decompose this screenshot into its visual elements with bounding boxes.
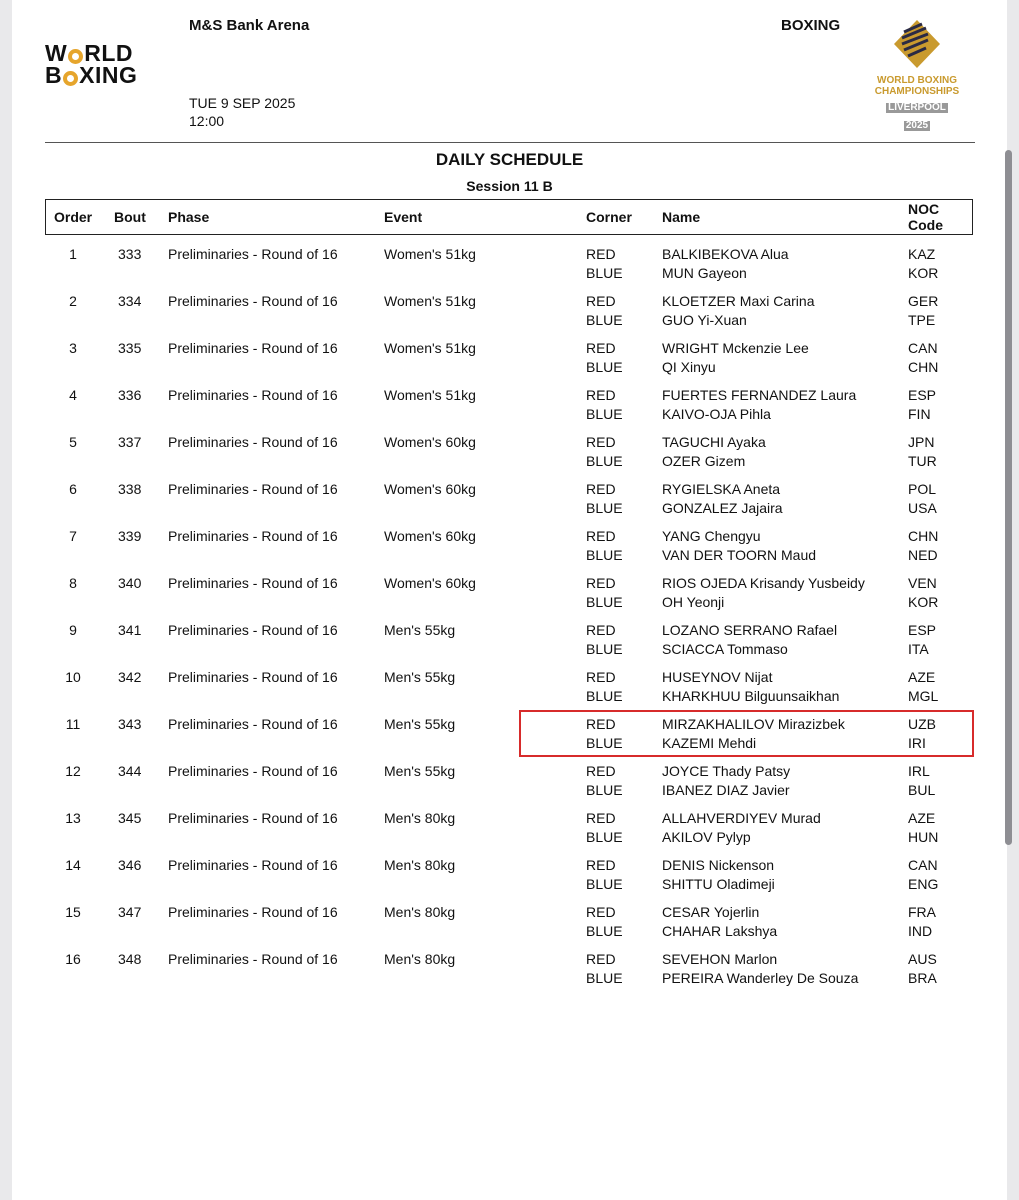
cell-blue-corner: BLUE [586,453,623,469]
cell-bout: 334 [118,293,142,309]
cell-event: Women's 60kg [384,575,476,591]
cell-phase: Preliminaries - Round of 16 [168,387,338,403]
cell-order: 16 [65,951,81,967]
cell-phase: Preliminaries - Round of 16 [168,293,338,309]
table-row [12,481,1007,528]
table-row [12,669,1007,716]
session-time: 12:00 [189,113,225,129]
cell-phase: Preliminaries - Round of 16 [168,810,338,826]
cell-order: 7 [69,528,77,544]
cell-phase: Preliminaries - Round of 16 [168,904,338,920]
cell-blue-corner: BLUE [586,970,623,986]
cell-blue-name: CHAHAR Lakshya [662,923,778,939]
cell-blue-name: OH Yeonji [662,594,725,610]
championships-year: 2025 [905,120,929,131]
cell-blue-corner: BLUE [586,359,623,375]
cell-blue-corner: BLUE [586,829,623,845]
cell-red-name: YANG Chengyu [662,528,761,544]
cell-red-noc: JPN [908,434,935,450]
table-row [12,528,1007,575]
cell-phase: Preliminaries - Round of 16 [168,246,338,262]
sport-label: BOXING [781,17,841,34]
cell-red-name: MIRZAKHALILOV Mirazizbek [662,716,845,732]
cell-event: Women's 51kg [384,293,476,309]
cell-red-noc: AUS [908,951,937,967]
cell-red-name: KLOETZER Maxi Carina [662,293,815,309]
table-row [12,763,1007,810]
cell-blue-corner: BLUE [586,876,623,892]
cell-blue-corner: BLUE [586,265,623,281]
cell-blue-name: IBANEZ DIAZ Javier [662,782,790,798]
cell-blue-name: VAN DER TOORN Maud [662,547,817,563]
cell-blue-corner: BLUE [586,594,623,610]
cell-blue-corner: BLUE [586,782,623,798]
cell-red-name: ALLAHVERDIYEV Murad [662,810,821,826]
cell-blue-noc: BUL [908,782,936,798]
cell-blue-corner: BLUE [586,688,623,704]
table-row [12,434,1007,481]
cell-bout: 344 [118,763,142,779]
cell-order: 3 [69,340,77,356]
cell-red-name: TAGUCHI Ayaka [662,434,766,450]
cell-blue-name: QI Xinyu [662,359,716,375]
cell-blue-noc: IND [908,923,933,939]
cell-blue-name: KAIVO-OJA Pihla [662,406,771,422]
cell-bout: 339 [118,528,142,544]
cell-red-corner: RED [586,951,616,967]
cell-red-noc: AZE [908,669,936,685]
cell-event: Men's 55kg [384,622,456,638]
cell-red-name: CESAR Yojerlin [662,904,760,920]
cell-red-name: BALKIBEKOVA Alua [662,246,789,262]
cell-phase: Preliminaries - Round of 16 [168,434,338,450]
cell-event: Women's 51kg [384,387,476,403]
cell-blue-name: KHARKHUU Bilguunsaikhan [662,688,840,704]
cell-event: Women's 60kg [384,481,476,497]
cell-red-corner: RED [586,575,616,591]
cell-blue-corner: BLUE [586,312,623,328]
cell-blue-name: AKILOV Pylyp [662,829,751,845]
table-row [12,293,1007,340]
cell-red-noc: VEN [908,575,937,591]
cell-order: 14 [65,857,81,873]
cell-event: Men's 80kg [384,857,456,873]
column-header-phase: Phase [168,209,210,225]
cell-blue-noc: ITA [908,641,929,657]
column-header-order: Order [54,209,93,225]
cell-bout: 333 [118,246,142,262]
cell-red-corner: RED [586,763,616,779]
cell-blue-name: GUO Yi-Xuan [662,312,747,328]
page-title: DAILY SCHEDULE [435,150,584,169]
cell-blue-noc: FIN [908,406,931,422]
cell-bout: 345 [118,810,142,826]
cell-bout: 340 [118,575,142,591]
cell-red-corner: RED [586,528,616,544]
cell-blue-noc: ENG [908,876,939,892]
cell-red-name: FUERTES FERNANDEZ Laura [662,387,857,403]
cell-red-noc: POL [908,481,937,497]
cell-red-name: RIOS OJEDA Krisandy Yusbeidy [662,575,865,591]
cell-red-corner: RED [586,904,616,920]
cell-bout: 335 [118,340,142,356]
cell-red-corner: RED [586,669,616,685]
cell-blue-noc: USA [908,500,937,516]
venue-name: M&S Bank Arena [189,17,310,34]
cell-blue-noc: CHN [908,359,939,375]
cell-red-name: DENIS Nickenson [662,857,775,873]
cell-phase: Preliminaries - Round of 16 [168,951,338,967]
document-page [12,0,1007,1200]
cell-red-name: HUSEYNOV Nijat [662,669,773,685]
cell-bout: 337 [118,434,142,450]
cell-event: Men's 80kg [384,904,456,920]
table-row [12,904,1007,951]
table-row [12,340,1007,387]
cell-red-corner: RED [586,857,616,873]
cell-red-name: JOYCE Thady Patsy [662,763,791,779]
cell-order: 8 [69,575,77,591]
scrollbar-thumb[interactable] [1005,150,1012,845]
cell-red-name: LOZANO SERRANO Rafael [662,622,838,638]
cell-bout: 343 [118,716,142,732]
cell-phase: Preliminaries - Round of 16 [168,857,338,873]
cell-red-noc: CAN [908,340,938,356]
championships-city: LIVERPOOL [888,102,946,113]
cell-blue-noc: TPE [908,312,936,328]
cell-red-noc: AZE [908,810,936,826]
cell-event: Men's 55kg [384,669,456,685]
cell-red-name: WRIGHT Mckenzie Lee [662,340,809,356]
column-header-corner: Corner [586,209,632,225]
cell-blue-noc: KOR [908,594,939,610]
cell-phase: Preliminaries - Round of 16 [168,622,338,638]
cell-bout: 342 [118,669,142,685]
session-date: TUE 9 SEP 2025 [189,95,296,111]
cell-red-name: RYGIELSKA Aneta [662,481,781,497]
cell-order: 9 [69,622,77,638]
cell-red-corner: RED [586,434,616,450]
cell-blue-name: PEREIRA Wanderley De Souza [662,970,859,986]
cell-event: Women's 51kg [384,340,476,356]
cell-blue-corner: BLUE [586,641,623,657]
cell-event: Men's 80kg [384,951,456,967]
cell-phase: Preliminaries - Round of 16 [168,669,338,685]
cell-red-noc: CAN [908,857,938,873]
cell-bout: 336 [118,387,142,403]
cell-blue-noc: KOR [908,265,939,281]
cell-bout: 338 [118,481,142,497]
cell-event: Men's 80kg [384,810,456,826]
cell-blue-noc: MGL [908,688,939,704]
cell-order: 2 [69,293,77,309]
cell-event: Men's 55kg [384,716,456,732]
cell-red-noc: CHN [908,528,939,544]
table-row [12,810,1007,857]
cell-blue-name: OZER Gizem [662,453,746,469]
cell-blue-corner: BLUE [586,735,623,751]
cell-blue-noc: BRA [908,970,937,986]
header-divider [45,142,975,143]
cell-order: 12 [65,763,81,779]
cell-event: Women's 60kg [384,528,476,544]
table-row [12,951,1007,998]
cell-phase: Preliminaries - Round of 16 [168,763,338,779]
cell-order: 6 [69,481,77,497]
cell-red-noc: FRA [908,904,936,920]
cell-blue-noc: TUR [908,453,937,469]
championships-logo: WORLD BOXING CHAMPIONSHIPS LIVERPOOL 2025 [862,18,972,133]
cell-red-noc: IRL [908,763,930,779]
cell-red-corner: RED [586,716,616,732]
cell-red-corner: RED [586,340,616,356]
cell-blue-name: GONZALEZ Jajaira [662,500,783,516]
highlighted-bout-box [519,710,974,757]
cell-red-noc: GER [908,293,939,309]
cell-blue-noc: HUN [908,829,939,845]
cell-blue-corner: BLUE [586,547,623,563]
cell-event: Women's 51kg [384,246,476,262]
cell-order: 11 [65,716,81,732]
cell-red-corner: RED [586,246,616,262]
session-subtitle: Session 11 B [466,178,553,194]
cell-phase: Preliminaries - Round of 16 [168,340,338,356]
cell-red-noc: KAZ [908,246,936,262]
cell-bout: 348 [118,951,142,967]
world-boxing-logo: W RLD B XING [45,40,138,88]
column-header-name: Name [662,209,701,225]
cell-blue-corner: BLUE [586,500,623,516]
cell-order: 10 [65,669,81,685]
cell-blue-name: KAZEMI Mehdi [662,735,757,751]
cell-red-corner: RED [586,810,616,826]
cell-bout: 347 [118,904,142,920]
table-row [12,622,1007,669]
cell-blue-name: SCIACCA Tommaso [662,641,788,657]
cell-phase: Preliminaries - Round of 16 [168,481,338,497]
cell-blue-noc: NED [908,547,938,563]
cell-blue-noc: IRI [908,735,926,751]
cell-blue-name: SHITTU Oladimeji [662,876,775,892]
column-header-bout: Bout [114,209,146,225]
cell-blue-corner: BLUE [586,406,623,422]
cell-phase: Preliminaries - Round of 16 [168,528,338,544]
cell-red-noc: ESP [908,622,937,638]
championships-emblem-icon [892,18,942,70]
cell-red-corner: RED [586,481,616,497]
column-header-event: Event [384,209,423,225]
cell-red-noc: ESP [908,387,937,403]
cell-event: Women's 60kg [384,434,476,450]
cell-phase: Preliminaries - Round of 16 [168,716,338,732]
cell-event: Men's 55kg [384,763,456,779]
table-row [12,575,1007,622]
table-header [45,199,973,235]
cell-red-corner: RED [586,622,616,638]
cell-order: 5 [69,434,77,450]
table-row [12,246,1007,293]
table-row [12,857,1007,904]
cell-red-noc: UZB [908,716,936,732]
cell-red-corner: RED [586,387,616,403]
cell-red-corner: RED [586,293,616,309]
cell-bout: 346 [118,857,142,873]
column-header-noc: NOC Code [908,201,943,233]
cell-bout: 341 [118,622,142,638]
cell-red-name: SEVEHON Marlon [662,951,778,967]
cell-order: 15 [65,904,81,920]
cell-blue-corner: BLUE [586,923,623,939]
cell-phase: Preliminaries - Round of 16 [168,575,338,591]
cell-order: 1 [69,246,77,262]
cell-order: 13 [65,810,81,826]
cell-blue-name: MUN Gayeon [662,265,747,281]
table-row [12,387,1007,434]
cell-order: 4 [69,387,77,403]
